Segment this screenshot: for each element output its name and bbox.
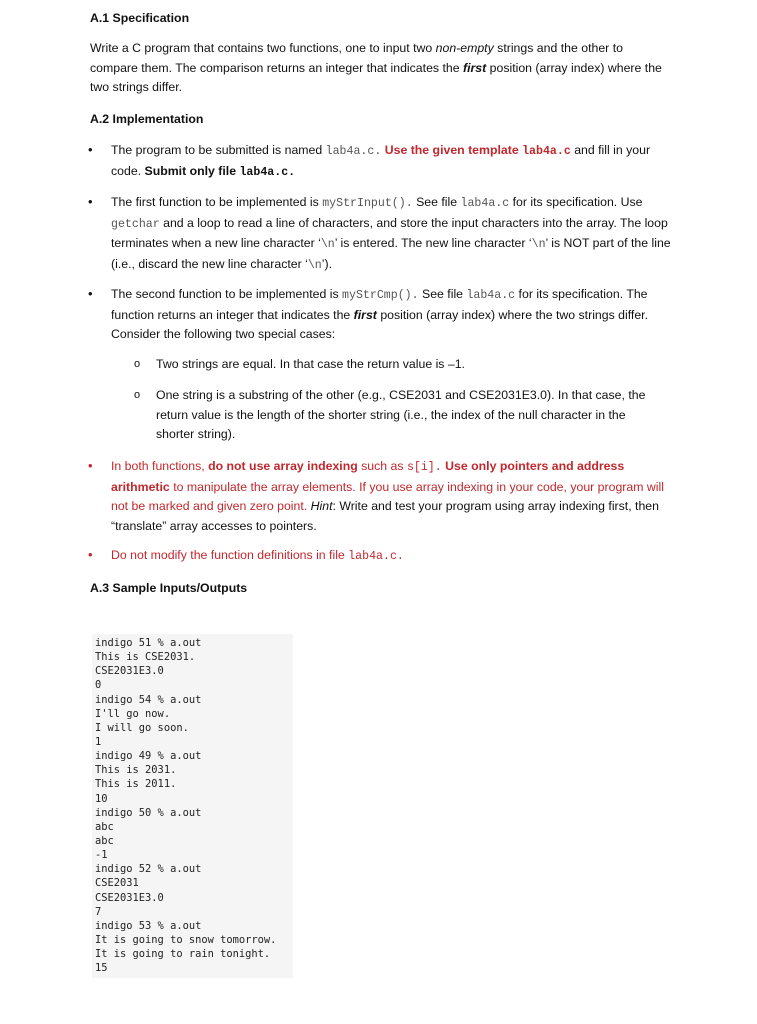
terminal-line: I'll go now.	[95, 707, 171, 720]
terminal-line: It is going to snow tomorrow.	[95, 933, 277, 946]
bullet-icon: •	[88, 286, 93, 301]
sub-bullet-icon: o	[134, 389, 141, 401]
section-heading-implementation: A.2 Implementation	[90, 112, 204, 126]
terminal-line: 7	[95, 905, 102, 918]
terminal-line: 15	[95, 962, 108, 975]
terminal-line: indigo 54 % a.out	[95, 693, 202, 706]
terminal-line: 1	[95, 735, 102, 748]
terminal-line: This is 2011.	[95, 778, 177, 791]
terminal-line: indigo 52 % a.out	[95, 863, 202, 876]
sub-bullet-icon: o	[134, 358, 141, 370]
sub-bullet-substring: One string is a substring of the other (e.g., CSE2031 and CSE2031E3.0). In that case, the return value is the length of the shorter string (i.e., the index of the null character in the shorter string).	[156, 388, 646, 441]
terminal-line: -1	[95, 849, 108, 862]
terminal-line: indigo 53 % a.out	[95, 919, 202, 932]
terminal-line: abc	[95, 820, 114, 833]
bullet-first-function: The first function to be implemented is myStrInput(). See file lab4a.c for its specification. Use getchar and a loop to read a line of characters, and store the input characters into the array. The loop terminates when a new line character ‘\n’ is entered. The new line character ‘\n’ is NOT part of the line (i.e., discard the new line character ‘\n’).	[111, 195, 671, 272]
terminal-line: indigo 51 % a.out	[95, 637, 202, 649]
terminal-line: CSE2031	[95, 877, 139, 890]
bullet-icon: •	[88, 194, 93, 209]
bullet-icon: •	[88, 458, 93, 473]
section-heading-specification: A.1 Specification	[90, 11, 190, 25]
bullet-icon: •	[88, 547, 93, 562]
terminal-line: This is 2031.	[95, 764, 177, 777]
terminal-line: indigo 50 % a.out	[95, 806, 202, 819]
terminal-line: abc	[95, 834, 114, 847]
terminal-line: This is CSE2031.	[95, 651, 196, 664]
terminal-line: CSE2031E3.0	[95, 891, 164, 904]
specification-paragraph: Write a C program that contains two functions, one to input two non-empty strings and the other to compare them. The comparison returns an integer that indicates the first position (array index) where the two strings differ.	[90, 41, 662, 94]
bullet-submission: The program to be submitted is named lab4a.c. Use the given template lab4a.c and fill in your code. Submit only file lab4a.c.	[111, 143, 651, 179]
bullet-second-function: The second function to be implemented is myStrCmp(). See file lab4a.c for its specification. The function returns an integer that indicates the first position (array index) where the two strings differ. Consider the following two special cases:	[111, 287, 649, 341]
bullet-do-not-modify: Do not modify the function definitions in file lab4a.c.	[111, 548, 404, 563]
bullet-no-array-indexing: In both functions, do not use array indexing such as s[i]. Use only pointers and address arithmetic to manipulate the array elements. If you use array indexing in your code, your program will not be marked and given zero point. Hint: Write and test your program using array indexing first, then “translate” array accesses to pointers.	[111, 459, 664, 533]
terminal-output	[92, 634, 293, 978]
terminal-line: It is going to rain tonight.	[95, 948, 271, 961]
terminal-line: CSE2031E3.0	[95, 665, 164, 678]
terminal-line: 0	[95, 679, 102, 692]
bullet-icon: •	[88, 142, 93, 157]
terminal-line: 10	[95, 792, 108, 805]
section-heading-samples: A.3 Sample Inputs/Outputs	[90, 581, 248, 595]
sub-bullet-equal-strings: Two strings are equal. In that case the return value is –1.	[156, 357, 465, 371]
terminal-line: I will go soon.	[95, 721, 189, 734]
terminal-line: indigo 49 % a.out	[95, 750, 202, 763]
